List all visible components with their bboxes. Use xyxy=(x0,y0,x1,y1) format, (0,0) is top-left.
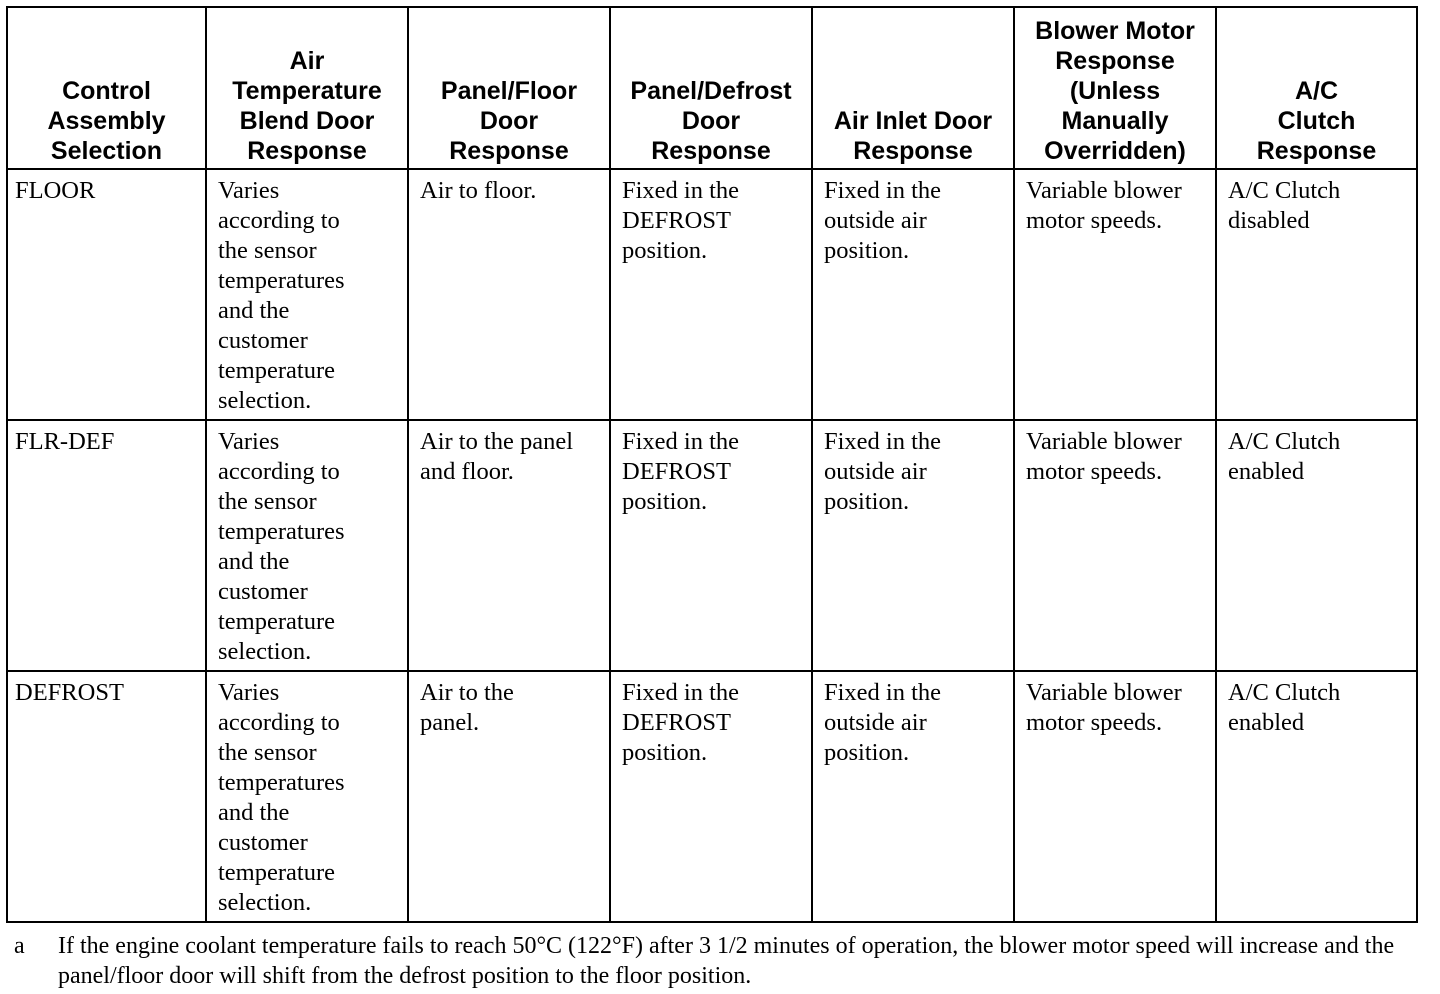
header-row xyxy=(7,7,1417,169)
table-cell: DEFROST xyxy=(7,671,206,922)
header-ac-clutch-response: A/C Clutch Response xyxy=(1216,7,1417,169)
table-cell: FLOOR xyxy=(7,169,206,420)
header-air-inlet-door: Air Inlet Door Response xyxy=(812,7,1014,169)
footnote-marker: a xyxy=(14,933,25,959)
table-row-floor xyxy=(7,169,1417,420)
table-row-defrost xyxy=(7,671,1417,922)
table-cell: Fixed in the outside air position. xyxy=(812,169,1014,420)
table-cell: Variable blower motor speeds. xyxy=(1014,420,1216,671)
table-cell: Varies according to the sensor temperatures and the customer temperature selection. xyxy=(206,671,408,922)
table-cell: Fixed in the DEFROST position. xyxy=(610,671,812,922)
table-cell: Variable blower motor speeds. xyxy=(1014,169,1216,420)
header-air-temperature-blend-door: Air Temperature Blend Door Response xyxy=(206,7,408,169)
table-row-flr-def xyxy=(7,420,1417,671)
control-response-table xyxy=(6,6,1418,923)
table-cell: Fixed in the outside air position. xyxy=(812,420,1014,671)
table-cell: A/C Clutch disabled xyxy=(1216,169,1417,420)
table-cell: Varies according to the sensor temperatures and the customer temperature selection. xyxy=(206,169,408,420)
table-cell: A/C Clutch enabled xyxy=(1216,671,1417,922)
document-page xyxy=(6,6,1416,991)
table-cell: Air to floor. xyxy=(408,169,610,420)
table-cell: FLR-DEF xyxy=(7,420,206,671)
table-cell: Air to the panel. xyxy=(408,671,610,922)
header-panel-defrost-door: Panel/Defrost Door Response xyxy=(610,7,812,169)
table-cell: Air to the panel and floor. xyxy=(408,420,610,671)
table-cell: Variable blower motor speeds. xyxy=(1014,671,1216,922)
table-cell: Fixed in the outside air position. xyxy=(812,671,1014,922)
header-blower-motor-response: Blower Motor Response (Unless Manually Overridden) xyxy=(1014,7,1216,169)
table-cell: Fixed in the DEFROST position. xyxy=(610,169,812,420)
footnote xyxy=(6,931,1416,991)
table-cell: Fixed in the DEFROST position. xyxy=(610,420,812,671)
footnote-text: If the engine coolant temperature fails to reach 50°C (122°F) after 3 1/2 minutes of operation, the blower motor speed will increase and the panel/floor door will shift from the defrost position to the floor position. xyxy=(58,933,1395,989)
table-cell: Varies according to the sensor temperatures and the customer temperature selection. xyxy=(206,420,408,671)
table-cell: A/C Clutch enabled xyxy=(1216,420,1417,671)
header-panel-floor-door: Panel/Floor Door Response xyxy=(408,7,610,169)
header-control-assembly-selection: Control Assembly Selection xyxy=(7,7,206,169)
